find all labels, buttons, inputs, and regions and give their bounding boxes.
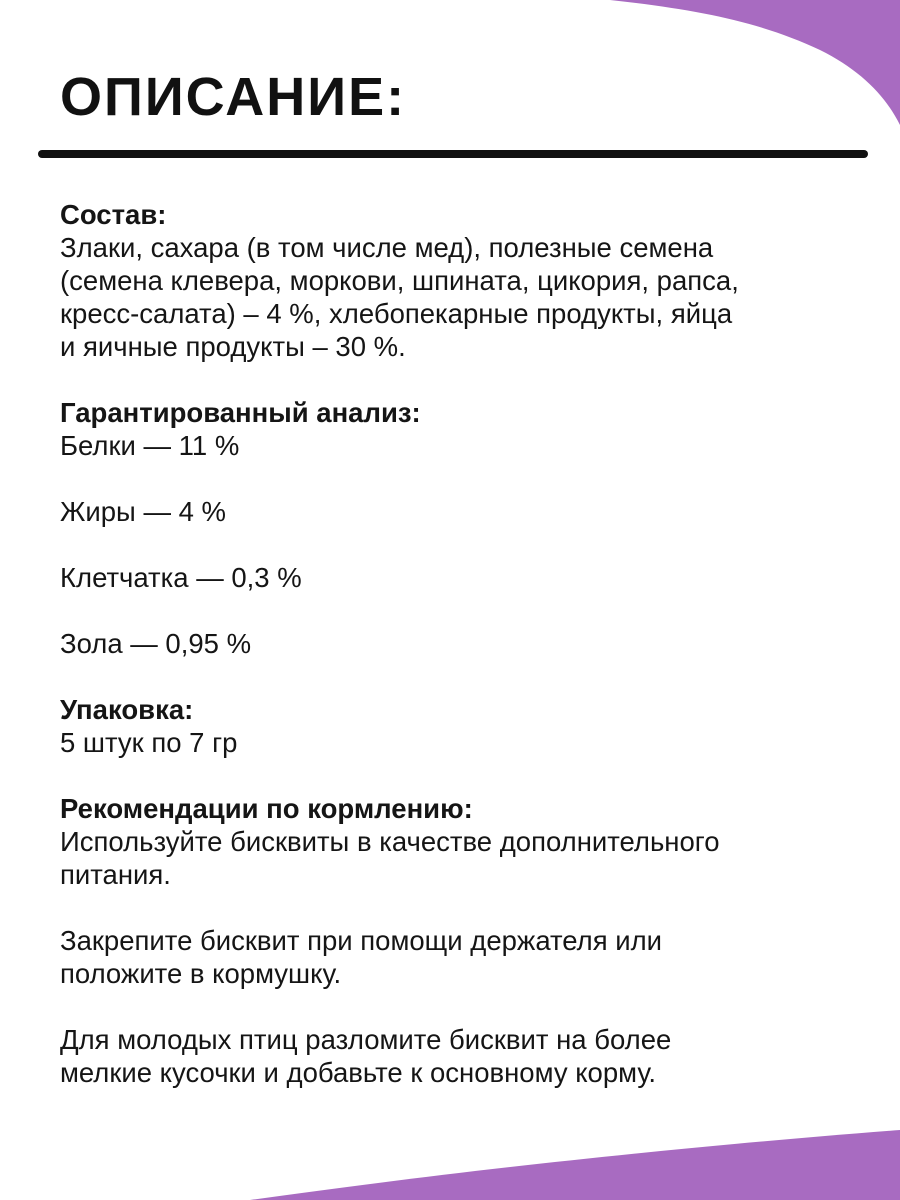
composition-section (60, 198, 860, 363)
spacer (60, 891, 860, 924)
feeding-line: положите в кормушку. (60, 958, 342, 989)
bottom-purple-wave (0, 1110, 900, 1200)
composition-line: Злаки, сахара (в том числе мед), полезные семена (60, 232, 714, 263)
feeding-line: Используйте бисквиты в качестве дополнительного (60, 826, 720, 857)
analysis-heading: Гарантированный анализ: (60, 397, 421, 428)
feeding-section (60, 792, 860, 1089)
analysis-item-fat: Жиры — 4 % (60, 496, 226, 527)
packaging-heading: Упаковка: (60, 694, 194, 725)
composition-line: и яичные продукты – 30 %. (60, 331, 406, 362)
feeding-line: питания. (60, 859, 171, 890)
spacer (60, 528, 860, 561)
feeding-line: Закрепите бисквит при помощи держателя или (60, 925, 663, 956)
spacer (60, 363, 860, 396)
spacer (60, 660, 860, 693)
analysis-item-protein: Белки — 11 % (60, 430, 240, 461)
spacer (60, 462, 860, 495)
packaging-text: 5 штук по 7 гр (60, 727, 238, 758)
composition-line: (семена клевера, моркови, шпината, цикория, рапса, (60, 265, 739, 296)
title-divider (38, 150, 868, 158)
spacer (60, 594, 860, 627)
spacer (60, 990, 860, 1023)
composition-heading: Состав: (60, 199, 167, 230)
wave-shape-top (610, 0, 900, 125)
composition-line: кресс-салата) – 4 %, хлебопекарные продукты, яйца (60, 298, 733, 329)
spacer (60, 759, 860, 792)
analysis-item-fiber: Клетчатка — 0,3 % (60, 562, 302, 593)
feeding-line: мелкие кусочки и добавьте к основному корму. (60, 1057, 656, 1088)
wave-shape-bottom (250, 1130, 900, 1200)
analysis-section (60, 396, 860, 660)
description-content (60, 198, 860, 1089)
top-right-purple-wave (460, 0, 900, 130)
page-title: ОПИСАНИЕ: (60, 67, 407, 127)
packaging-section (60, 693, 860, 759)
analysis-item-ash: Зола — 0,95 % (60, 628, 252, 659)
feeding-line: Для молодых птиц разломите бисквит на более (60, 1024, 672, 1055)
feeding-heading: Рекомендации по кормлению: (60, 793, 473, 824)
